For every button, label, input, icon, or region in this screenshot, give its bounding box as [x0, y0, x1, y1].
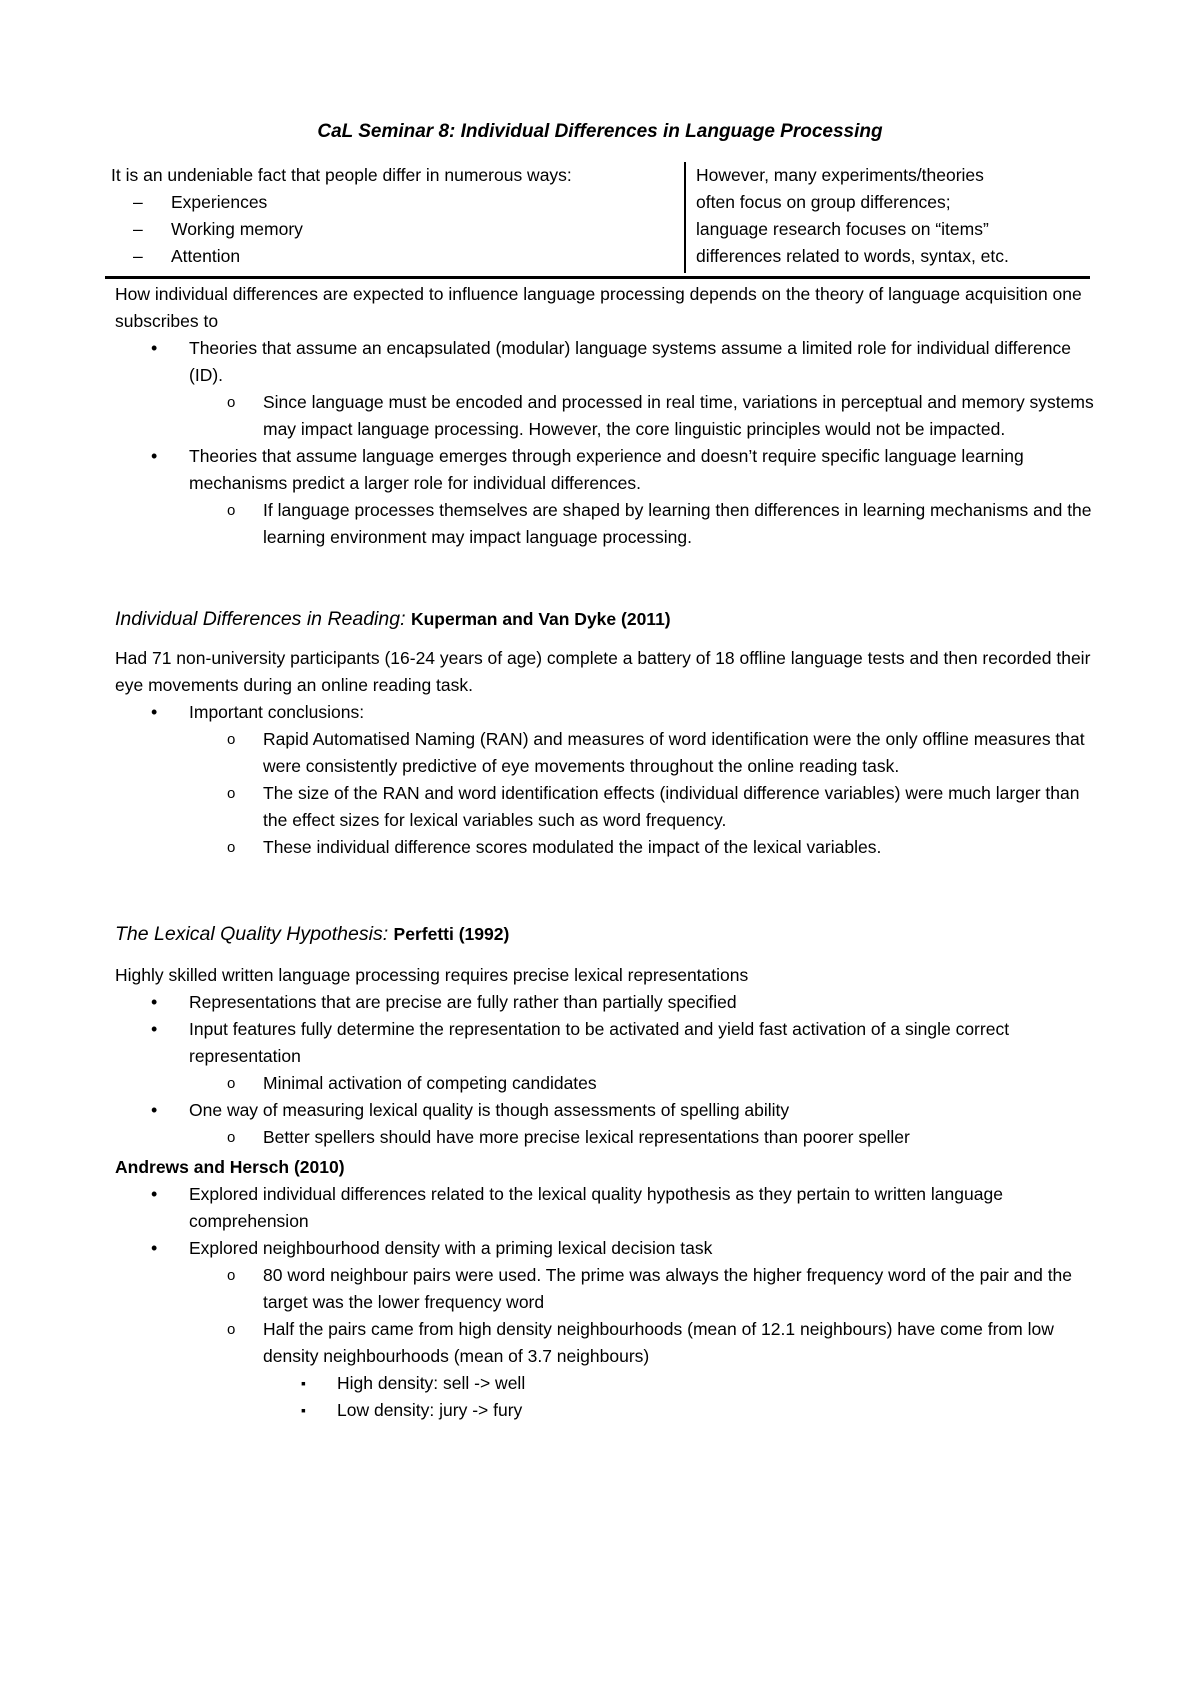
- bullet-list: [115, 699, 1095, 861]
- list-item: [115, 1235, 1095, 1424]
- paragraph: Highly skilled written language processing requires precise lexical representations: [115, 965, 749, 985]
- section-heading: Andrews and Hersch (2010): [115, 1157, 345, 1177]
- sub-list: [189, 497, 1095, 551]
- intro-table: [105, 162, 1090, 279]
- intro-right-line: often focus on group differences;: [696, 192, 951, 212]
- intro-right-cell: [684, 162, 1101, 273]
- list-item: [115, 1097, 1095, 1151]
- section-theories: [115, 281, 1095, 551]
- list-item: • Representations that are precise are fully rather than partially specified: [115, 989, 1095, 1016]
- list-item-text: Theories that assume language emerges through experience and doesn’t require specific language learning mechanisms predict a larger role for individual differences.: [189, 446, 1024, 493]
- bullet-list: [115, 335, 1095, 551]
- list-item: [115, 699, 1095, 861]
- sub-list-item: o These individual difference scores modulated the impact of the lexical variables.: [115, 834, 1095, 861]
- section-heading: [115, 921, 1095, 948]
- sub-list: [189, 1124, 1095, 1151]
- intro-right-line: differences related to words, syntax, etc.: [696, 246, 1009, 266]
- bullet-list: [115, 1181, 1095, 1424]
- sub-list-item: o Minimal activation of competing candidates: [115, 1070, 1095, 1097]
- section-kuperman: [115, 606, 1095, 633]
- list-item-text: Explored neighbourhood density with a priming lexical decision task: [189, 1238, 713, 1258]
- heading-citation: Kuperman and Van Dyke (2011): [410, 609, 671, 629]
- section-lexical-quality: [115, 921, 1095, 948]
- sub-list-item: o Better spellers should have more precise lexical representations than poorer speller: [115, 1124, 1095, 1151]
- sub-list-item: [115, 1316, 1095, 1424]
- list-item: – Working memory: [111, 216, 681, 243]
- section-lexical-quality-body: [115, 962, 1095, 1151]
- list-item: – Attention: [111, 243, 681, 270]
- heading-italic: The Lexical Quality Hypothesis:: [115, 923, 389, 945]
- document-title: CaL Seminar 8: Individual Differences in Language Processing: [317, 121, 883, 142]
- sub-list-item: o If language processes themselves are shaped by learning then differences in learning mechanisms and the learning environment may impact language processing.: [115, 497, 1095, 551]
- list-item: – Experiences: [111, 189, 681, 216]
- section-heading: [115, 606, 1095, 633]
- intro-right-line: However, many experiments/theories: [696, 165, 984, 185]
- list-item: [115, 1016, 1095, 1097]
- list-item-text: Theories that assume an encapsulated (modular) language systems assume a limited role for individual difference (ID).: [189, 338, 1071, 385]
- list-item-text: Important conclusions:: [189, 702, 365, 722]
- sub-list: [189, 389, 1095, 443]
- sub-list-item-text: Half the pairs came from high density neighbourhoods (mean of 12.1 neighbours) have come from low density neighbourhoods (mean of 3.7 neighbours): [263, 1319, 1054, 1366]
- sub-list: [189, 726, 1095, 861]
- heading-italic: Individual Differences in Reading:: [115, 608, 406, 630]
- sub-list-item: o Rapid Automatised Naming (RAN) and measures of word identification were the only offline measures that were consistently predictive of eye movements throughout the online reading task.: [115, 726, 1095, 780]
- intro-right-line: language research focuses on “items”: [696, 219, 989, 239]
- intro-left-lead: It is an undeniable fact that people differ in numerous ways:: [111, 165, 572, 185]
- list-item-text: One way of measuring lexical quality is though assessments of spelling ability: [189, 1100, 790, 1120]
- paragraph: How individual differences are expected to influence language processing depends on the theory of language acquisition one subscribes to: [115, 284, 1082, 331]
- intro-left-list: [111, 189, 681, 270]
- sub-sub-list-item: ▪ High density: sell -> well: [115, 1370, 1095, 1397]
- list-item: • Explored individual differences related to the lexical quality hypothesis as they pertain to written language comprehension: [115, 1181, 1095, 1235]
- paragraph: Had 71 non-university participants (16-24 years of age) complete a battery of 18 offline language tests and then recorded their eye movements during an online reading task.: [115, 648, 1091, 695]
- sub-list: [189, 1070, 1095, 1097]
- section-kuperman-body: [115, 645, 1095, 861]
- sub-list-item: o Since language must be encoded and processed in real time, variations in perceptual and memory systems may impact language processing. However, the core linguistic principles would not be impacted.: [115, 389, 1095, 443]
- list-item-text: Input features fully determine the representation to be activated and yield fast activation of a single correct representation: [189, 1019, 1010, 1066]
- section-andrews-hersch: [115, 1154, 1095, 1424]
- sub-sub-list-item: ▪ Low density: jury -> fury: [115, 1397, 1095, 1424]
- list-item: [115, 335, 1095, 443]
- bullet-list: [115, 989, 1095, 1151]
- sub-sub-list: [263, 1370, 1095, 1424]
- sub-list-item: o 80 word neighbour pairs were used. The prime was always the higher frequency word of the pair and the target was the lower frequency word: [115, 1262, 1095, 1316]
- sub-list-item: o The size of the RAN and word identification effects (individual difference variables) were much larger than the effect sizes for lexical variables such as word frequency.: [115, 780, 1095, 834]
- sub-list: [189, 1262, 1095, 1424]
- intro-left-cell: [111, 162, 681, 270]
- list-item: [115, 443, 1095, 551]
- heading-citation: Perfetti (1992): [393, 924, 510, 944]
